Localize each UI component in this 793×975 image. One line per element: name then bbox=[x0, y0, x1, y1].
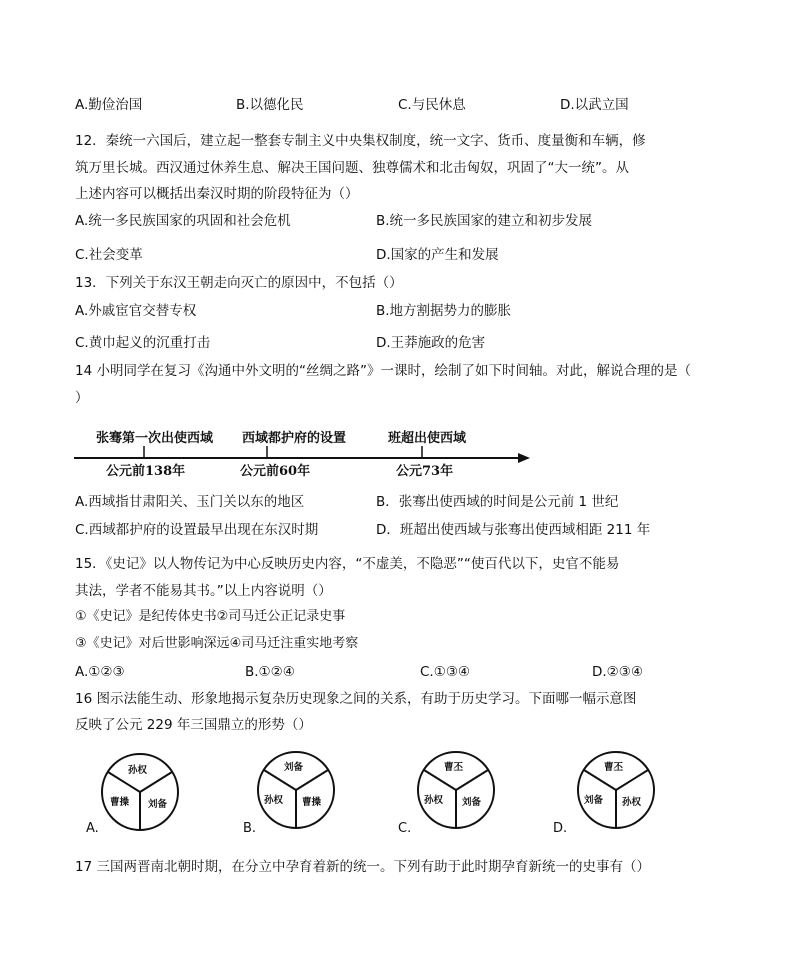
q17-stem: 17 三国两晋南北朝时期，在分立中孕育着新的统一。下列有助于此时期孕育新统一的史事有（） bbox=[75, 859, 650, 875]
q13-option-b: B.地方割据势力的膨胀 bbox=[376, 303, 512, 319]
pie-c-left-label: 孙权 bbox=[424, 795, 444, 806]
q15-stem-line2: 其法，学者不能易其书。”以上内容说明（） bbox=[75, 583, 332, 599]
q13-stem: 13．下列关于东汉王朝走向灭亡的原因中，不包括（） bbox=[75, 275, 403, 291]
q14-option-b: B．张骞出使西域的时间是公元前 1 世纪 bbox=[376, 494, 619, 510]
q11-option-d: D.以武立国 bbox=[560, 97, 629, 113]
q12-option-c: C.社会变革 bbox=[75, 247, 143, 263]
pie-c-letter: C. bbox=[398, 821, 412, 836]
q12-option-d: D.国家的产生和发展 bbox=[376, 247, 499, 263]
pie-b-right-label: 曹操 bbox=[302, 797, 322, 808]
q12-stem-line3: 上述内容可以概括出秦汉时期的阶段特征为（） bbox=[75, 186, 359, 202]
pie-c-top-label: 曹丕 bbox=[444, 762, 464, 773]
pie-d-right-label: 孙权 bbox=[622, 797, 642, 808]
q11-option-a: A.勤俭治国 bbox=[75, 97, 143, 113]
timeline-date-1: 公元前138年 bbox=[106, 464, 186, 479]
timeline-figure bbox=[70, 420, 540, 480]
q15-option-c: C.①③④ bbox=[420, 664, 471, 680]
q13-option-d: D.王莽施政的危害 bbox=[376, 335, 486, 351]
q13-option-a: A.外戚宦官交替专权 bbox=[75, 303, 197, 319]
q15-option-a: A.①②③ bbox=[75, 664, 125, 680]
timeline-event-duhufu: 西域都护府的设置 bbox=[242, 431, 347, 446]
pie-b-left-label: 孙权 bbox=[264, 795, 284, 806]
q15-statements-1: ①《史记》是纪传体史书②司马迁公正记录史事 bbox=[75, 609, 346, 624]
q11-option-c: C.与民休息 bbox=[398, 97, 466, 113]
pie-d-top-label: 曹丕 bbox=[604, 762, 624, 773]
pie-diagram-d bbox=[562, 748, 672, 838]
pie-diagram-a bbox=[86, 752, 196, 838]
q13-option-c: C.黄巾起义的沉重打击 bbox=[75, 335, 211, 351]
q15-option-d: D.②③④ bbox=[592, 664, 643, 680]
q16-stem-line1: 16 图示法能生动、形象地揭示复杂历史现象之间的关系，有助于历史学习。下面哪一幅示意图 bbox=[75, 691, 637, 707]
pie-diagram-c bbox=[402, 748, 512, 838]
q11-option-b: B.以德化民 bbox=[236, 97, 304, 113]
pie-a-letter: A. bbox=[86, 821, 99, 836]
q12-stem-line2: 筑万里长城。西汉通过休养生息、解决王国问题、独尊儒术和北击匈奴，巩固了“大一统”。从 bbox=[75, 160, 629, 176]
q15-statements-2: ③《史记》对后世影响深远④司马迁注重实地考察 bbox=[75, 636, 359, 651]
q12-option-b: B.统一多民族国家的建立和初步发展 bbox=[376, 213, 593, 229]
pie-b-letter: B. bbox=[243, 821, 257, 836]
q14-option-c: C.西域都护府的设置最早出现在东汉时期 bbox=[75, 522, 319, 538]
q12-option-a: A.统一多民族国家的巩固和社会危机 bbox=[75, 213, 291, 229]
pie-d-letter: D. bbox=[553, 821, 568, 836]
pie-d-left-label: 刘备 bbox=[584, 795, 604, 806]
q14-stem-line2: ） bbox=[75, 390, 89, 406]
q12-stem-line1: 12．秦统一六国后，建立起一整套专制主义中央集权制度，统一文字、货币、度量衡和车辆，修 bbox=[75, 133, 646, 149]
timeline-event-zhangqian: 张骞第一次出使西域 bbox=[96, 431, 214, 446]
pie-b-top-label: 刘备 bbox=[284, 762, 304, 773]
q15-stem-line1: 15．《史记》以人物传记为中心反映历史内容，“不虚美，不隐恶”“使百代以下，史官不能易 bbox=[75, 556, 620, 572]
timeline-date-2: 公元前60年 bbox=[240, 464, 311, 479]
q14-option-a: A.西域指甘肃阳关、玉门关以东的地区 bbox=[75, 494, 305, 510]
q14-option-d: D．班超出使西域与张骞出使西域相距 211 年 bbox=[376, 522, 651, 538]
pie-a-left-label: 曹操 bbox=[110, 797, 130, 808]
pie-diagram-b bbox=[242, 748, 352, 838]
q15-option-b: B.①②④ bbox=[245, 664, 295, 680]
pie-c-right-label: 刘备 bbox=[462, 797, 482, 808]
pie-a-top-label: 孙权 bbox=[128, 765, 148, 776]
pie-a-right-label: 刘备 bbox=[148, 799, 168, 810]
q14-stem-line1: 14 小明同学在复习《沟通中外文明的“丝绸之路”》一课时，绘制了如下时间轴。对此，解说合理的是（ bbox=[75, 363, 691, 379]
q16-stem-line2: 反映了公元 229 年三国鼎立的形势（） bbox=[75, 717, 312, 733]
timeline-event-banchao: 班超出使西域 bbox=[388, 431, 467, 446]
timeline-date-3: 公元73年 bbox=[396, 464, 454, 479]
